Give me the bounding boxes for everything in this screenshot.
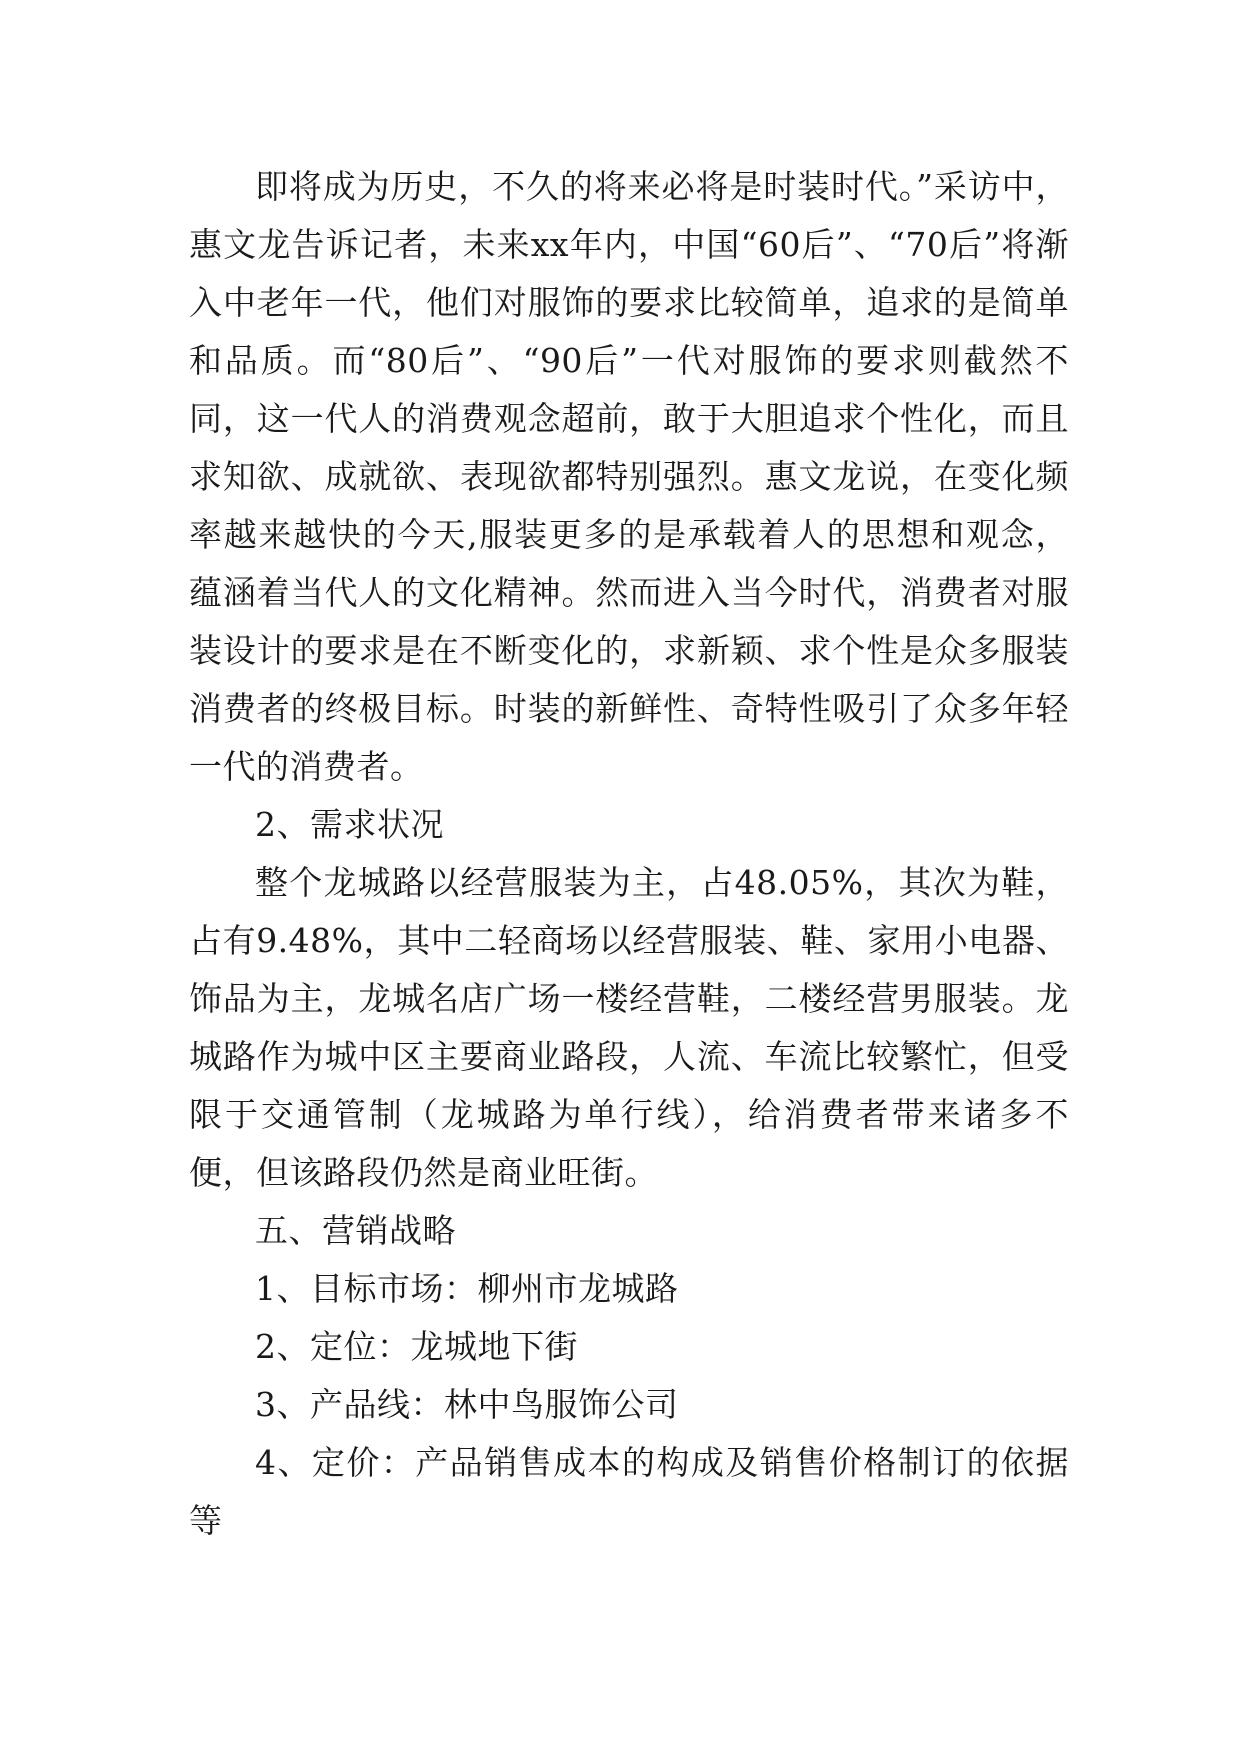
- document-body: [189, 158, 1069, 1550]
- paragraph-fashion-trends: 即将成为历史，不久的将来必将是时装时代。”采访中，惠文龙告诉记者，未来xx年内，中国“60后”、“70后”将渐入中老年一代，他们对服饰的要求比较简单，追求的是简单和品质。而“80后”、“90后”一代对服饰的要求则截然不同，这一代人的消费观念超前，敢于大胆追求个性化，而且求知欲、成就欲、表现欲都特别强烈。惠文龙说，在变化频率越来越快的今天,服装更多的是承载着人的思想和观念，蕴涵着当代人的文化精神。然而进入当今时代，消费者对服装设计的要求是在不断变化的，求新颖、求个性是众多服装消费者的终极目标。时装的新鲜性、奇特性吸引了众多年轻一代的消费者。: [189, 167, 1069, 786]
- paragraph-demand-status: 整个龙城路以经营服装为主，占48.05%，其次为鞋，占有9.48%，其中二轻商场以经营服装、鞋、家用小电器、饰品为主，龙城名店广场一楼经营鞋，二楼经营男服装。龙城路作为城中区主要商业路段，人流、车流比较繁忙，但受限于交通管制（龙城路为单行线），给消费者带来诸多不便，但该路段仍然是商业旺街。: [189, 863, 1069, 1192]
- list-item-target-market: 1、目标市场：柳州市龙城路: [255, 1269, 679, 1308]
- list-item-product-line: 3、产品线：林中鸟服饰公司: [255, 1385, 679, 1424]
- list-item-pricing: 4、定价：产品销售成本的构成及销售价格制订的依据等: [189, 1443, 1069, 1540]
- section-heading-demand: 2、需求状况: [255, 805, 444, 844]
- section-heading-marketing-strategy: 五、营销战略: [255, 1211, 456, 1250]
- list-item-positioning: 2、定位：龙城地下街: [255, 1327, 578, 1366]
